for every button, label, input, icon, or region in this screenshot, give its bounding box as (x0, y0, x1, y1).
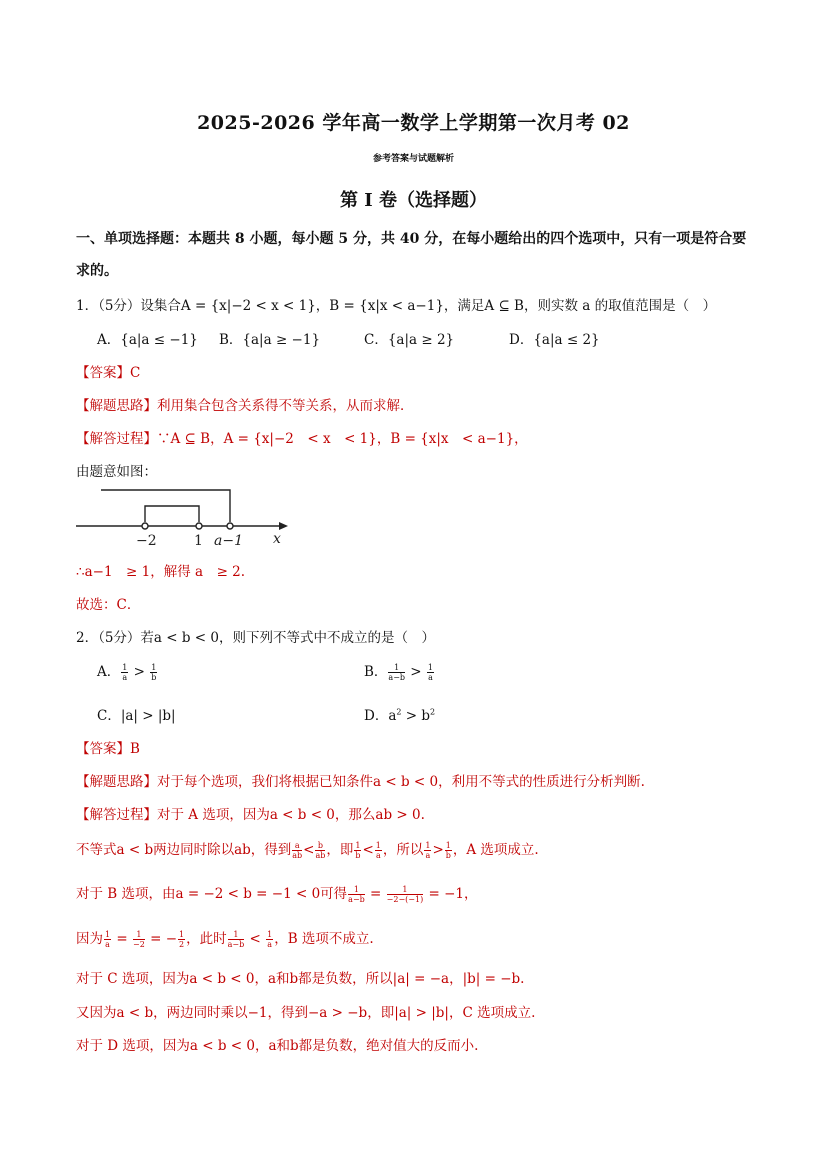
q2-option-d: D．$a^2 > b^2$ (364, 707, 436, 724)
q2-option-c-analysis-2: 又因为a < b，两边同时乘以−1，得到−a > −b，即|a| > |b|，C 选项成立. (76, 1005, 536, 1021)
q2-option-a-analysis: 不等式a < b两边同时除以ab，得到 $\frac{a}{ab}$ < $\frac{b}{ab}$ ，即 $\frac{1}{b}$ < $\frac{1}{a}$ ，所以 $\frac{1}{a}$ > $\frac{1}{b}$ ，A 选项成立. (76, 841, 539, 860)
q2-stem: 2．（5分）若a < b < 0，则下列不等式中不成立的是（ ） (76, 630, 435, 646)
part-intro-line1: 一、单项选择题：本题共 8 小题，每小题 5 分，共 40 分，在每小题给出的四个选项中，只有一项是符合要 (76, 231, 747, 247)
q2-option-c: C．|a| > |b| (97, 708, 176, 724)
q1-idea: 【解题思路】利用集合包含关系得不等关系，从而求解． (76, 398, 414, 414)
q2-option-d-analysis: 对于 D 选项，因为a < b < 0，a和b都是负数，绝对值大的反而小. (76, 1038, 479, 1054)
open-point-minus2 (142, 523, 148, 529)
q1-answer: 【答案】C (76, 365, 141, 381)
q1-option-a: A．{a|a ≤ −1} (97, 332, 198, 348)
q1-figure-intro: 由题意如图： (76, 464, 157, 480)
set-a-bracket (145, 506, 199, 522)
q2-option-b: B． $\frac{1}{a-b}$ > $\frac{1}{a}$ (364, 663, 434, 682)
open-point-1 (196, 523, 202, 529)
label-1: 1 (194, 533, 203, 549)
q2-option-c-analysis-1: 对于 C 选项，因为a < b < 0，a和b都是负数，所以|a| = −a，|b| = −b. (76, 971, 525, 987)
axis-arrow-icon (279, 522, 288, 530)
q2-option-b-analysis-2: 因为 $\frac{1}{a}$ = $\frac{1}{-2}$ = − $\frac{1}{2}$ ，此时 $\frac{1}{a-b}$ < $\frac{1}{a}$ ，B 选项不成立. (76, 930, 374, 949)
number-line-figure (74, 484, 294, 550)
q1-stem: 1．（5分）设集合A = {x|−2 < x < 1}，B = {x|x < a−1}，满足A ⊆ B，则实数 a 的取值范围是（ ） (76, 298, 717, 314)
label-a-1: a−1 (214, 533, 243, 549)
q1-option-d: D．{a|a ≤ 2} (509, 332, 600, 348)
label-minus2: −2 (136, 533, 157, 549)
label-x: x (273, 531, 281, 547)
q1-option-c: C．{a|a ≥ 2} (364, 332, 455, 348)
q1-choice: 故选：C． (76, 597, 141, 613)
q2-process: 【解答过程】对于 A 选项，因为a < b < 0，那么ab > 0. (76, 807, 425, 823)
q1-process: 【解答过程】∵A ⊆ B，A = {x|−2 < x < 1}，B = {x|x < a−1}， (76, 431, 528, 447)
open-point-a-1 (227, 523, 233, 529)
q2-option-b-analysis-1: 对于 B 选项，由a = −2 < b = −1 < 0可得 $\frac{1}{a-b}$ = $\frac{1}{-2-(-1)}$ = −1， (76, 885, 478, 904)
q1-conclusion: ∴a−1 ≥ 1，解得 a ≥ 2. (76, 564, 246, 580)
part-intro-line2: 求的。 (76, 263, 118, 279)
document-subtitle: 参考答案与试题解析 (372, 154, 454, 164)
q2-answer: 【答案】B (76, 741, 140, 757)
q2-idea: 【解题思路】对于每个选项，我们将根据已知条件a < b < 0，利用不等式的性质进行分析判断. (76, 774, 645, 790)
section-heading: 第 I 卷（选择题） (340, 190, 487, 211)
q1-option-b: B．{a|a ≥ −1} (219, 332, 321, 348)
q2-option-a: A． $\frac{1}{a}$ > $\frac{1}{b}$ (97, 663, 157, 682)
document-title: 2025-2026 学年高一数学上学期第一次月考 02 (197, 112, 630, 134)
